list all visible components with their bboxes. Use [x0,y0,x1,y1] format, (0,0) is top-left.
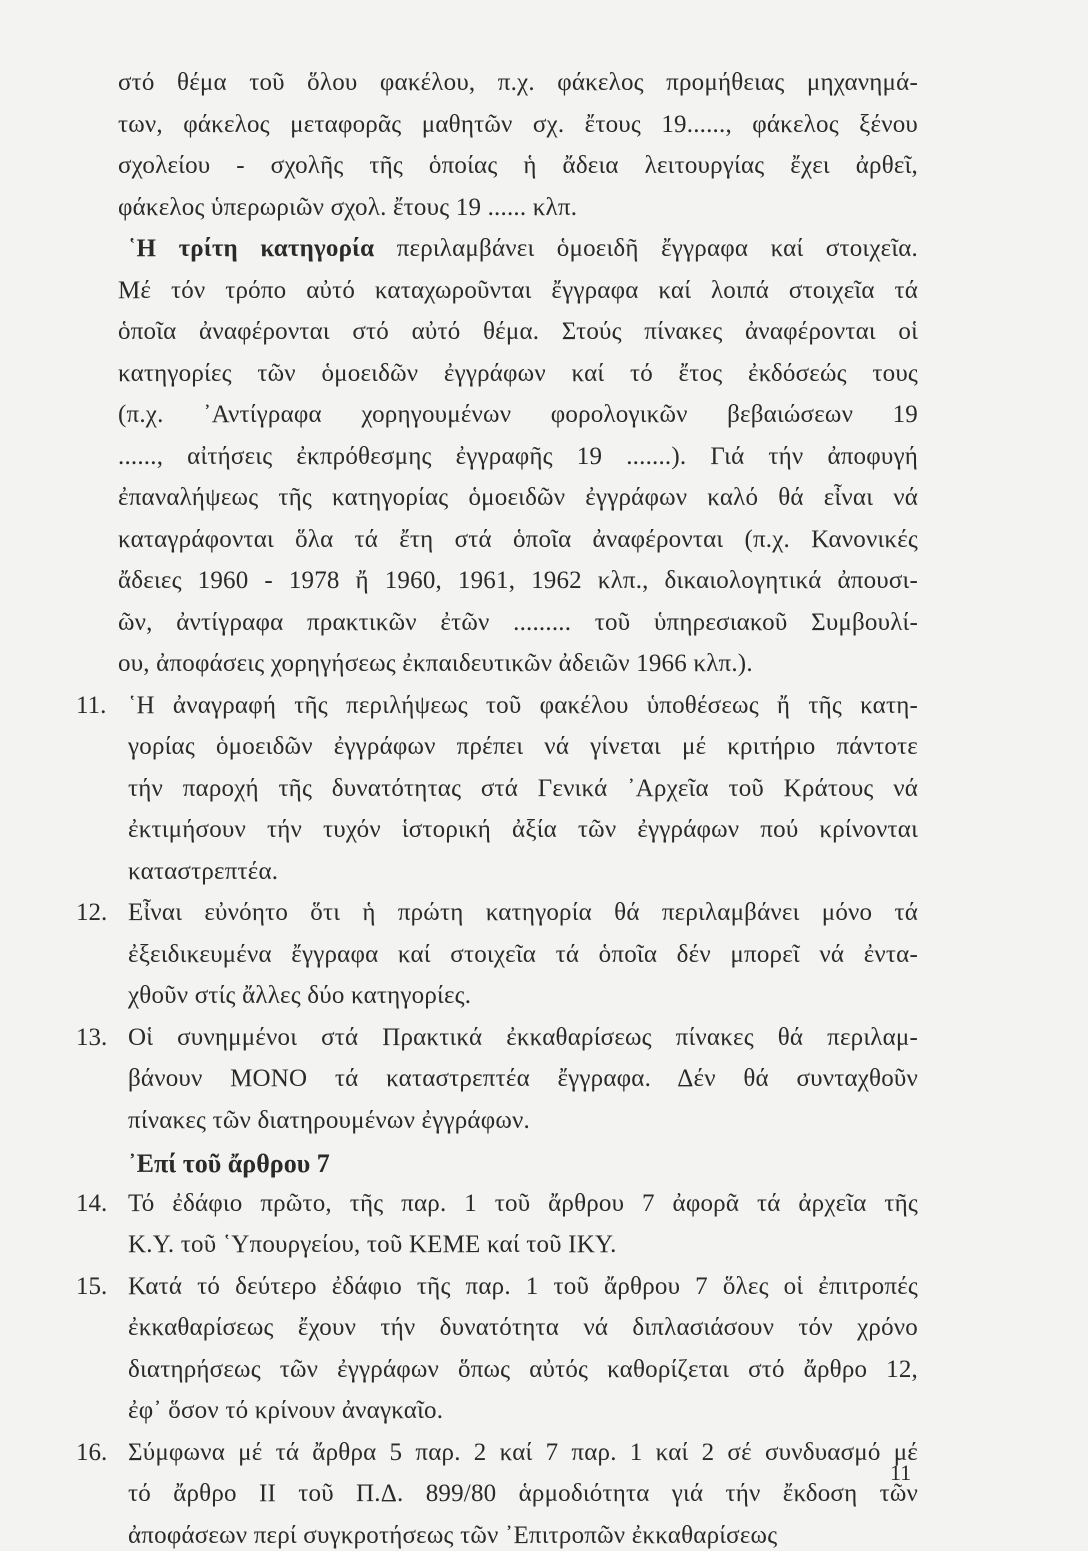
third-category-line: Μέ τόν τρόπο αὐτό καταχωροῦνται ἔγγραφα καί λοιπά στοιχεῖα τά [118,276,918,304]
item-line: Εἶναι εὐνόητο ὅτι ἡ πρώτη κατηγορία θά περιλαμβάνει μόνο τά [128,899,918,926]
item-line: βάνουν ΜΟΝΟ τά καταστρεπτέα ἔγγραφα. Δέν θά συνταχθοῦν [128,1065,918,1092]
item-line: Τό ἐδάφιο πρῶτο, τῆς παρ. 1 τοῦ ἄρθρου 7 ἀφορᾶ τά ἀρχεῖα τῆς [128,1189,918,1217]
item-number: 15. [76,1272,108,1300]
item-number: 11. [76,691,107,719]
third-category-line: ὁποῖα ἀναφέρονται στό αὐτό θέμα. Στούς πίνακες ἀναφέρονται οἱ [118,318,918,345]
third-category-line: ......, αἰτήσεις ἐκπρόθεσμης ἐγγραφῆς 19 .......). Γιά τήν ἀποφυγή [118,442,918,470]
intro-line: στό θέμα τοῦ ὅλου φακέλου, π.χ. φάκελος προμήθειας μηχανημά- [118,69,918,96]
intro-line: σχολείου - σχολῆς τῆς ὁποίας ἡ ἄδεια λειτουργίας ἔχει ἀρθεῖ, [118,152,918,179]
item-line: Κ.Υ. τοῦ ῾Υπουργείου, τοῦ ΚΕΜΕ καί τοῦ ΙΚΥ. [128,1231,617,1258]
item-line: καταστρεπτέα. [128,857,279,885]
item-line: ῾Η ἀναγραφή τῆς περιλήψεως τοῦ φακέλου ὑποθέσεως ἤ τῆς κατη- [128,691,918,719]
item-line: Κατά τό δεύτερο ἐδάφιο τῆς παρ. 1 τοῦ ἄρθρου 7 ὅλες οἱ ἐπιτροπές [128,1272,918,1300]
third-category-first-line [128,234,918,264]
item-line: τό ἄρθρο ΙΙ τοῦ Π.Δ. 899/80 ἁρμοδιότητα γιά τήν ἔκδοση τῶν [128,1480,918,1507]
item-line: πίνακες τῶν διατηρουμένων ἐγγράφων. [128,1106,530,1134]
item-line: τήν παροχή τῆς δυνατότητας στά Γενικά ᾿Αρχεῖα τοῦ Κράτους νά [128,774,918,802]
item-line: γορίας ὁμοειδῶν ἐγγράφων πρέπει νά γίνεται μέ κριτήριο πάντοτε [128,733,918,760]
item-line: ἐξειδικευμένα ἔγγραφα καί στοιχεῖα τά ὁποῖα δέν μπορεῖ νά ἐντα- [128,940,918,968]
third-category-lead: ῾Η τρίτη κατηγορία [128,235,375,262]
third-category-line: ου, ἀποφάσεις χορηγήσεως ἐκπαιδευτικῶν ἀδειῶν 1966 κλπ.). [118,650,753,677]
item-number: 12. [76,899,108,926]
item-number: 14. [76,1189,108,1217]
third-category-line: ἐπαναλήψεως τῆς κατηγορίας ὁμοειδῶν ἐγγράφων καλό θά εἶναι νά [118,484,918,511]
page-number: 11 [890,1460,912,1485]
item-line: ἐκκαθαρίσεως ἔχουν τήν δυνατότητα νά διπλασιάσουν τόν χρόνο [128,1314,918,1341]
item-line: χθοῦν στίς ἄλλες δύο κατηγορίες. [128,982,472,1009]
item-line: ἐκτιμήσουν τήν τυχόν ἱστορική ἀξία τῶν ἐγγράφων πού κρίνονται [128,816,918,843]
section-heading: ᾿Επί τοῦ ἄρθρου 7 [128,1149,330,1178]
third-category-line: καταγράφονται ὅλα τά ἔτη στά ὁποῖα ἀναφέρονται (π.χ. Κανονικές [118,525,918,553]
item-number: 16. [76,1438,108,1466]
third-category-line: ἄδειες 1960 - 1978 ἤ 1960, 1961, 1962 κλπ., δικαιολογητικά ἀπουσι- [118,567,918,594]
item-line: Σύμφωνα μέ τά ἄρθρα 5 παρ. 2 καί 7 παρ. 1 καί 2 σέ συνδυασμό μέ [128,1438,918,1466]
item-line: διατηρήσεως τῶν ἐγγράφων ὅπως αὐτός καθορίζεται στό ἄρθρο 12, [128,1355,918,1383]
item-line: Οἱ συνημμένοι στά Πρακτικά ἐκκαθαρίσεως πίνακες θά περιλαμ- [128,1023,918,1051]
intro-line: φάκελος ὑπερωριῶν σχολ. ἔτους 19 ...... κλπ. [118,193,578,221]
third-category-line: (π.χ. ᾿Αντίγραφα χορηγουμένων φορολογικῶν βεβαιώσεων 19 [118,401,918,428]
third-category-line: ῶν, ἀντίγραφα πρακτικῶν ἐτῶν ......... τοῦ ὑπηρεσιακοῦ Συμβουλί- [118,608,918,636]
item-number: 13. [76,1023,108,1051]
intro-line: των, φάκελος μεταφορᾶς μαθητῶν σχ. ἔτους 19......, φάκελος ξένου [118,110,918,138]
item-line: ἀποφάσεων περί συγκροτήσεως τῶν ᾿Επιτροπῶν ἐκκαθαρίσεως [128,1521,778,1549]
third-category-rest: περιλαμβάνει ὁμοειδῆ ἔγγραφα καί στοιχεῖα. [374,235,919,262]
third-category-line: κατηγορίες τῶν ὁμοειδῶν ἐγγράφων καί τό ἔτος ἐκδόσεώς τους [118,359,918,387]
item-line: ἐφ᾿ ὅσον τό κρίνουν ἀναγκαῖο. [128,1397,444,1424]
